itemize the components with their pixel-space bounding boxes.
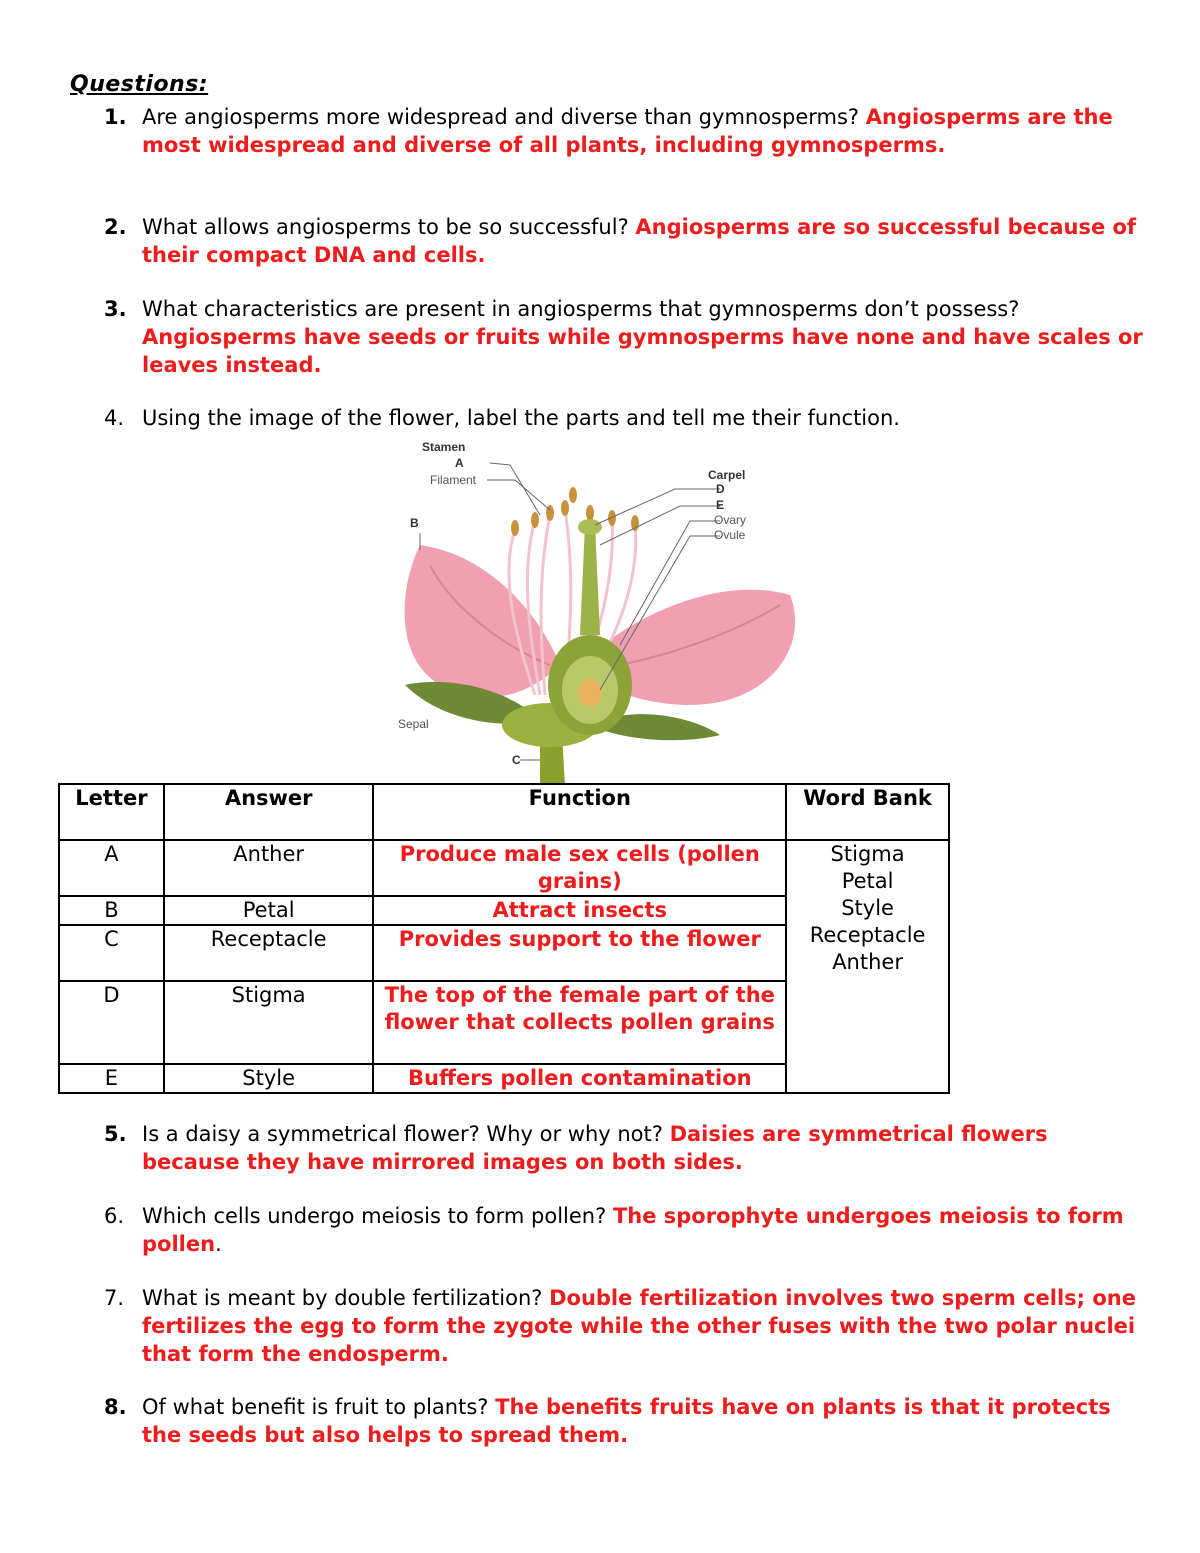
label-d: D	[716, 482, 725, 496]
question-1	[104, 103, 1144, 159]
question-number: 2.	[104, 215, 127, 239]
row-answer: Receptacle	[164, 925, 374, 981]
header-letter: Letter	[59, 784, 164, 840]
answer-text: Angiosperms are so successful because of their compact DNA and cells.	[142, 215, 1137, 267]
row-answer: Petal	[164, 896, 374, 925]
word-bank-item: Anther	[832, 950, 903, 974]
row-function: Buffers pollen contamination	[373, 1064, 786, 1093]
row-letter: C	[59, 925, 164, 981]
flower-parts-table	[58, 783, 950, 1094]
flower-diagram	[390, 435, 820, 785]
stigma	[578, 519, 602, 535]
question-text: What is meant by double fertilization?	[142, 1286, 543, 1310]
table-header-row	[59, 784, 949, 840]
header-answer: Answer	[164, 784, 374, 840]
question-number: 7.	[104, 1286, 125, 1310]
anthers	[511, 487, 639, 536]
label-e: E	[716, 498, 725, 512]
question-number: 3.	[104, 297, 127, 321]
question-8	[104, 1393, 1144, 1449]
question-text: Of what benefit is fruit to plants?	[142, 1395, 489, 1419]
row-letter: D	[59, 981, 164, 1064]
label-c: C	[512, 753, 521, 767]
label-sepal: Sepal	[398, 717, 429, 731]
row-function: The top of the female part of the flower that collects pollen grains	[373, 981, 786, 1064]
answer-text: Angiosperms are the most widespread and diverse of all plants, including gymnosperms.	[142, 105, 1113, 157]
header-word-bank: Word Bank	[786, 784, 949, 840]
table-row	[59, 840, 949, 896]
word-bank-cell	[786, 840, 949, 1093]
row-answer: Style	[164, 1064, 374, 1093]
label-ovule: Ovule	[714, 528, 746, 542]
row-answer: Anther	[164, 840, 374, 896]
question-number: 5.	[104, 1122, 127, 1146]
question-text: What allows angiosperms to be so successful?	[142, 215, 629, 239]
question-number: 8.	[104, 1395, 127, 1419]
word-bank-item: Stigma	[830, 842, 905, 866]
question-4	[104, 404, 1144, 432]
row-function: Attract insects	[373, 896, 786, 925]
question-7	[104, 1284, 1144, 1368]
answer-text: Angiosperms have seeds or fruits while gymnosperms have none and have scales or leaves instead.	[142, 325, 1143, 377]
row-function: Produce male sex cells (pollen grains)	[373, 840, 786, 896]
row-answer: Stigma	[164, 981, 374, 1064]
question-text: Using the image of the flower, label the parts and tell me their function.	[142, 406, 900, 430]
question-5	[104, 1120, 1144, 1176]
label-carpel: Carpel	[708, 468, 746, 482]
question-2	[104, 213, 1144, 269]
question-text: Which cells undergo meiosis to form pollen?	[142, 1204, 607, 1228]
question-text: Is a daisy a symmetrical flower? Why or why not?	[142, 1122, 663, 1146]
answer-text: Daisies are symmetrical flowers because they have mirrored images on both sides.	[142, 1122, 1048, 1174]
label-b: B	[410, 516, 419, 530]
question-number: 1.	[104, 105, 127, 129]
label-filament: Filament	[430, 473, 477, 487]
ovule	[578, 679, 602, 707]
word-bank-item: Petal	[841, 869, 894, 893]
question-3	[104, 295, 1144, 379]
label-stamen: Stamen	[422, 440, 466, 454]
answer-tail: .	[215, 1232, 222, 1256]
question-number: 4.	[104, 406, 125, 430]
label-ovary: Ovary	[714, 513, 747, 527]
answer-text: The sporophyte undergoes meiosis to form pollen	[142, 1204, 1124, 1256]
page-heading: Questions:	[70, 72, 209, 97]
question-text: Are angiosperms more widespread and diverse than gymnosperms?	[142, 105, 860, 129]
answer-text: The benefits fruits have on plants is that it protects the seeds but also helps to spread them.	[142, 1395, 1111, 1447]
style	[580, 525, 600, 635]
answer-text: Double fertilization involves two sperm cells; one fertilizes the egg to form the zygote while the other fuses with the two polar nuclei that form the endosperm.	[142, 1286, 1136, 1366]
flower-illustration	[390, 435, 820, 785]
word-bank-item: Receptacle	[809, 923, 926, 947]
question-number: 6.	[104, 1204, 125, 1228]
row-letter: B	[59, 896, 164, 925]
word-bank-item: Style	[841, 896, 894, 920]
question-text: What characteristics are present in angiosperms that gymnosperms don’t possess?	[142, 297, 1020, 321]
label-a: A	[455, 456, 464, 470]
row-letter: E	[59, 1064, 164, 1093]
row-function: Provides support to the flower	[373, 925, 786, 981]
row-letter: A	[59, 840, 164, 896]
question-6	[104, 1202, 1144, 1258]
header-function: Function	[373, 784, 786, 840]
